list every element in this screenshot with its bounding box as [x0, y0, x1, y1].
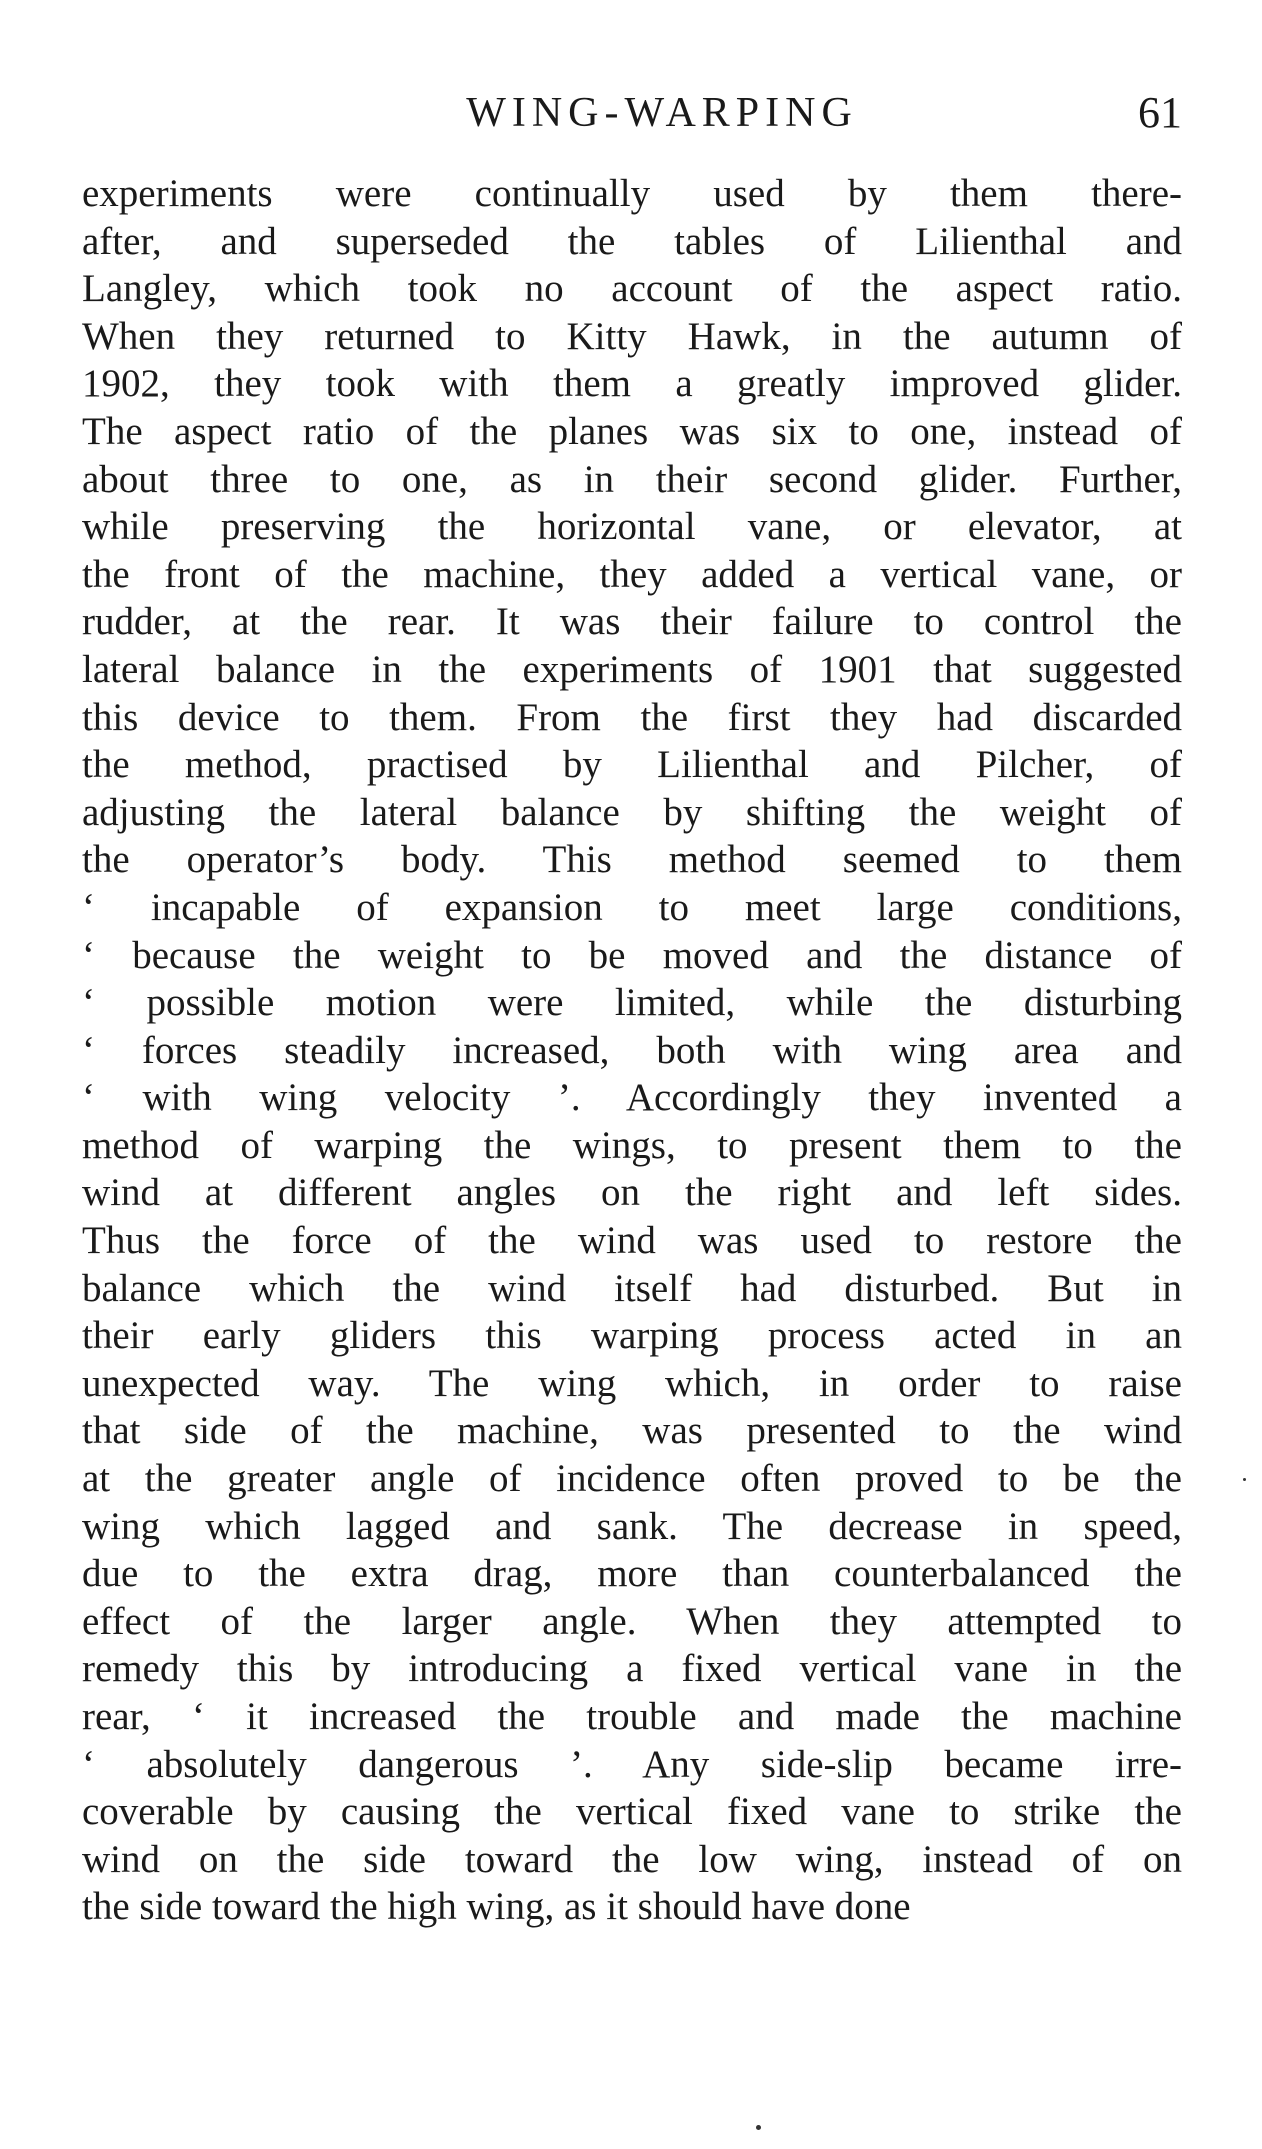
- text-line: that side of the machine, was presented to the wind: [82, 1409, 1182, 1453]
- text-line: ‘ with wing velocity ’. Accordingly they invented a: [82, 1076, 1182, 1120]
- text-line: rudder, at the rear. It was their failure to control the: [82, 600, 1182, 644]
- text-line: their early gliders this warping process acted in an: [82, 1314, 1182, 1358]
- text-line: 1902, they took with them a greatly improved glider.: [82, 362, 1182, 406]
- text-line: coverable by causing the vertical fixed vane to strike the: [82, 1790, 1182, 1834]
- text-line: remedy this by introducing a fixed vertical vane in the: [82, 1647, 1182, 1691]
- ink-speck: [1243, 1478, 1246, 1481]
- text-line: Thus the force of the wind was used to restore the: [82, 1219, 1182, 1263]
- text-line: balance which the wind itself had disturbed. But in: [82, 1266, 1182, 1310]
- text-line: ‘ because the weight to be moved and the distance of: [82, 933, 1182, 977]
- text-line: unexpected way. The wing which, in order to raise: [82, 1361, 1182, 1405]
- ink-speck: [756, 2125, 761, 2130]
- text-line: experiments were continually used by them there-: [82, 172, 1182, 215]
- running-head: [82, 88, 1182, 138]
- text-line: method of warping the wings, to present them to the: [82, 1123, 1182, 1167]
- text-line: this device to them. From the first they had discarded: [82, 695, 1182, 739]
- text-line: ‘ forces steadily increased, both with wing area and: [82, 1028, 1182, 1072]
- text-line: ‘ incapable of expansion to meet large conditions,: [82, 885, 1182, 929]
- text-line: about three to one, as in their second glider. Further,: [82, 457, 1182, 501]
- text-line: The aspect ratio of the planes was six to one, instead of: [82, 409, 1182, 453]
- text-line: the front of the machine, they added a vertical vane, or: [82, 552, 1182, 596]
- text-line: at the greater angle of incidence often proved to be the: [82, 1457, 1182, 1501]
- text-line: after, and superseded the tables of Lilienthal and: [82, 219, 1182, 263]
- text-line: rear, ‘ it increased the trouble and made the machine: [82, 1695, 1182, 1738]
- text-line: the method, practised by Lilienthal and Pilcher, of: [82, 743, 1182, 787]
- text-line: ‘ possible motion were limited, while the disturbing: [82, 981, 1182, 1025]
- text-line: effect of the larger angle. When they attempted to: [82, 1599, 1182, 1643]
- text-line: while preserving the horizontal vane, or elevator, at: [82, 505, 1182, 549]
- text-line: the operator’s body. This method seemed to them: [82, 838, 1182, 882]
- text-line: Langley, which took no account of the aspect ratio.: [82, 267, 1182, 311]
- text-line: wing which lagged and sank. The decrease in speed,: [82, 1504, 1182, 1548]
- body-text: [82, 170, 1182, 1931]
- text-line: When they returned to Kitty Hawk, in the autumn of: [82, 314, 1182, 358]
- text-line: ‘ absolutely dangerous ’. Any side-slip became irre-: [82, 1742, 1182, 1786]
- page-number: 61: [1138, 88, 1182, 137]
- text-line: wind on the side toward the low wing, instead of on: [82, 1837, 1182, 1881]
- text-line: adjusting the lateral balance by shifting the weight of: [82, 790, 1182, 834]
- running-title: WING-WARPING: [466, 90, 858, 136]
- text-line: due to the extra drag, more than counterbalanced the: [82, 1552, 1182, 1596]
- text-line: wind at different angles on the right and left sides.: [82, 1171, 1182, 1215]
- text-line: lateral balance in the experiments of 1901 that suggested: [82, 647, 1182, 691]
- text-line: the side toward the high wing, as it should have done: [82, 1885, 911, 1929]
